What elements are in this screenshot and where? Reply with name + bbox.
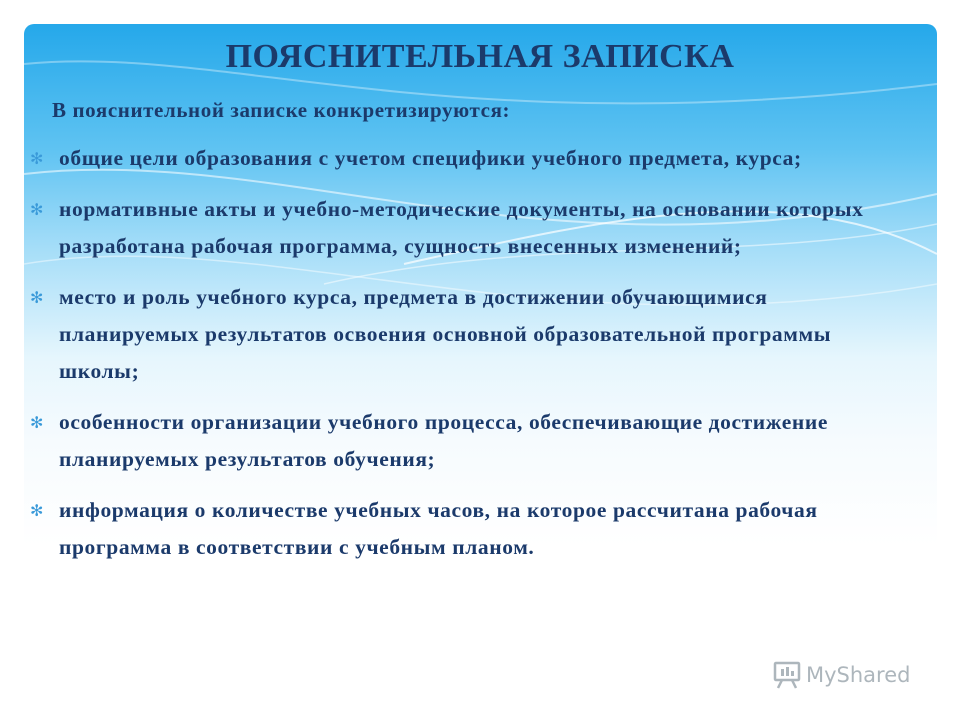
bullet-item <box>30 191 910 265</box>
watermark-logo <box>772 658 910 692</box>
bullet-text: место и роль учебного курса, предмета в достижении обучающимися планируемых результатов освоения основной образовательной программы школы; <box>59 285 832 383</box>
presentation-board-icon <box>772 660 802 690</box>
bullet-list <box>30 140 910 580</box>
bullet-item <box>30 492 910 566</box>
asterisk-bullet-icon: ✻ <box>30 501 45 520</box>
slide-title: ПОЯСНИТЕЛЬНАЯ ЗАПИСКА <box>225 38 735 75</box>
bullet-item <box>30 404 910 478</box>
bullet-text: общие цели образования с учетом специфики учебного предмета, курса; <box>59 146 802 170</box>
asterisk-bullet-icon: ✻ <box>30 413 45 432</box>
bullet-text: нормативные акты и учебно-методические документы, на основании которых разработана рабочая программа, сущность внесенных изменений; <box>59 197 864 258</box>
watermark-text: MyShared <box>806 663 911 687</box>
bullet-item <box>30 140 910 177</box>
slide-intro: В пояснительной записке конкретизируются: <box>52 98 511 122</box>
asterisk-bullet-icon: ✻ <box>30 288 45 307</box>
asterisk-bullet-icon: ✻ <box>30 200 45 219</box>
bullet-text: информация о количестве учебных часов, на которое рассчитана рабочая программа в соответствии с учебным планом. <box>59 498 818 559</box>
bullet-text: особенности организации учебного процесса, обеспечивающие достижение планируемых результатов обучения; <box>59 410 828 471</box>
asterisk-bullet-icon: ✻ <box>30 149 45 168</box>
bullet-item <box>30 279 910 390</box>
